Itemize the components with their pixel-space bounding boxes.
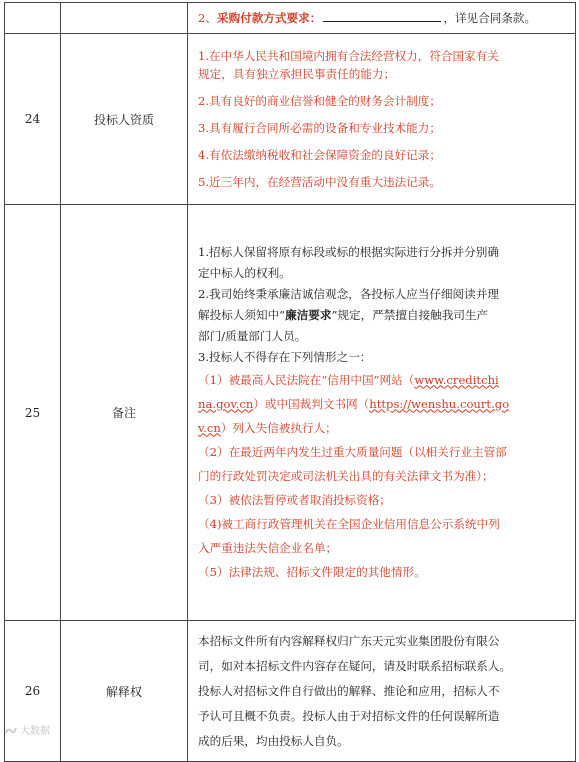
row-number-cell (5, 3, 61, 34)
table-row (5, 205, 576, 621)
payment-blank-field (323, 9, 441, 22)
interpretation-line: 予认可且概不负责。投标人由于对招标文件的任何误解所造 (198, 708, 500, 723)
qualification-line: 1.在中华人民共和国境内拥有合法经营权力，符合国家有关 (198, 49, 499, 63)
payment-suffix: ，详见合同条款。 (443, 11, 537, 25)
payment-prefix: 2、 (198, 11, 217, 25)
qualification-line: 规定，具有独立承担民事责任的能力； (198, 67, 396, 81)
watermark-text: 大数据 (20, 726, 50, 737)
payment-requirement-line (198, 9, 567, 27)
qualification-line: 3.具有履行合同所必需的设备和专业技术能力； (198, 121, 441, 135)
condition-line: 门的行政处罚决定或司法机关出具的有关法律文书为准）； (198, 468, 494, 483)
condition-line: 入严重违法失信企业名单； (198, 540, 338, 555)
condition-text: ）列入失信被执行人； (220, 420, 337, 435)
remark-line: 1.招标人保留将原有标段或标的根据实际进行分拆并分别确 (198, 244, 499, 259)
remark-text: 解投标人须知中“ (198, 307, 286, 322)
table-row (5, 34, 576, 205)
interpretation-content (188, 621, 576, 762)
condition-line: （3）被依法暂停或者取消投标资格； (198, 492, 391, 507)
wenshu-link[interactable]: https://wenshu.court.go (369, 396, 510, 411)
interpretation-line: 投标人对招标文件自行做出的解释、推论和应用，招标人不 (198, 683, 500, 698)
row-number: 24 (5, 34, 61, 205)
qualification-line: 2.具有良好的商业信誉和健全的财务会计制度； (198, 94, 441, 108)
interpretation-line: 司，如对本招标文件内容存在疑问，请及时联系招标联系人。 (198, 658, 512, 673)
watermark (4, 722, 50, 737)
interpretation-line: 本招标文件所有内容解释权归广东天元实业集团股份有限公 (198, 633, 500, 648)
integrity-requirement-label: 廉洁要求 (285, 307, 332, 322)
watermark-logo-icon (4, 725, 18, 737)
remark-line: 定中标人的权利。 (198, 265, 291, 280)
remark-line (198, 305, 567, 326)
interpretation-line: 成的后果，均由投标人自负。 (198, 733, 349, 748)
wenshu-link[interactable]: v.cn (198, 420, 221, 435)
payment-label: 采购付款方式要求： (216, 11, 322, 25)
remark-text: ”规定，严禁擅自接触我司生产 (331, 307, 489, 322)
row-name: 解释权 (61, 621, 188, 762)
row-content-cell (188, 3, 576, 34)
qualification-line: 5.近三年内，在经营活动中没有重大违法记录。 (198, 175, 441, 189)
row-name: 备注 (61, 205, 188, 621)
row-number: 26 (5, 621, 61, 762)
creditchina-link[interactable]: na.gov.cn (198, 396, 254, 411)
table-row (5, 3, 576, 34)
condition-text: ）或中国裁判文书网（ (253, 396, 370, 411)
remark-line: 2.我司始终秉承廉洁诚信观念，各投标人应当仔细阅读并理 (198, 286, 499, 301)
creditchina-link[interactable]: www.creditchi (414, 372, 499, 387)
condition-line (198, 416, 567, 440)
row-name-cell (61, 3, 188, 34)
condition-line: （4)被工商行政管理机关在全国企业信用信息公示系统中列 (198, 516, 500, 531)
row-name: 投标人资质 (61, 34, 188, 205)
qualification-content (188, 34, 576, 205)
row-number: 25 (5, 205, 61, 621)
condition-line (198, 392, 567, 416)
condition-line: （5）法律法规、招标文件限定的其他情形。 (198, 564, 426, 579)
qualification-line: 4.有依法缴纳税收和社会保障资金的良好记录； (198, 148, 441, 162)
remark-line: 3.投标人不得存在下列情形之一： (198, 349, 372, 364)
condition-line (198, 368, 567, 392)
table-row (5, 621, 576, 762)
condition-line: （2）在最近两年内发生过重大质量问题（以相关行业主管部 (198, 444, 507, 459)
remarks-content (188, 205, 576, 621)
remark-line: 部门/质量部门人员。 (198, 328, 307, 343)
condition-text: （1）被最高人民法院在“信用中国”网站（ (198, 372, 415, 387)
tender-table (4, 2, 576, 762)
